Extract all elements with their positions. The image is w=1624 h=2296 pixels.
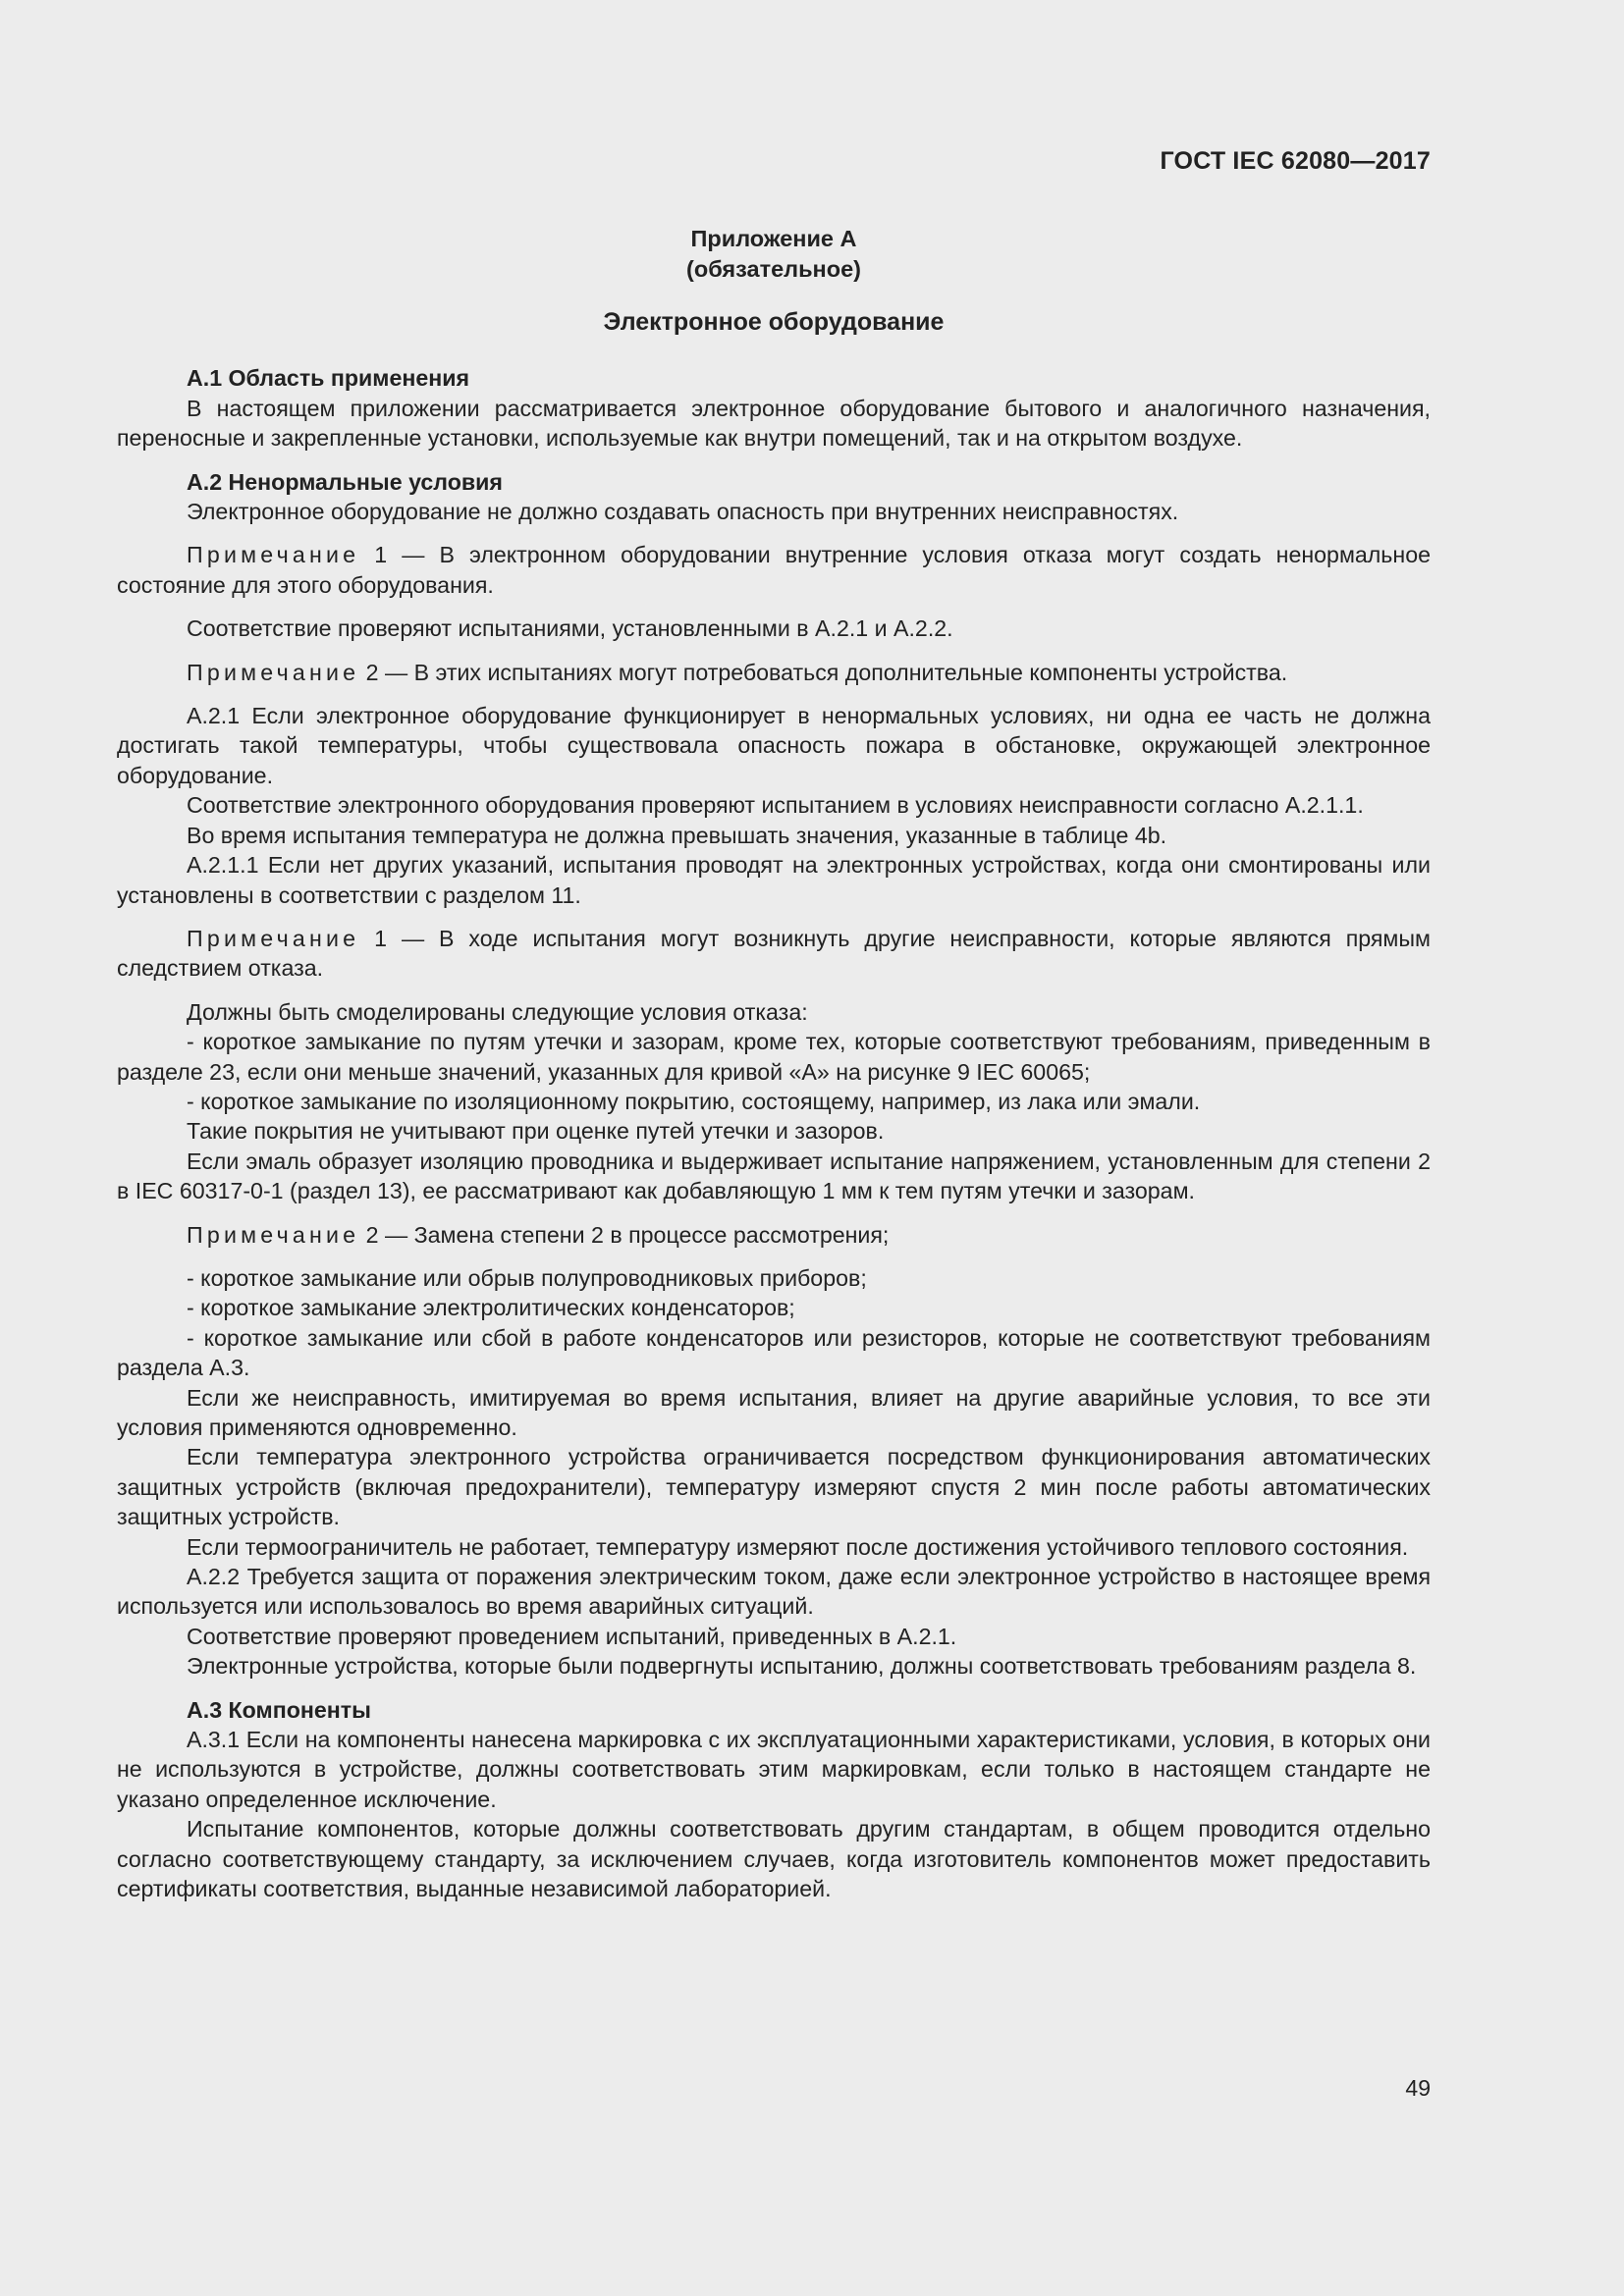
page-content (117, 224, 1431, 1904)
paragraph: Должны быть смоделированы следующие условия отказа: (187, 998, 808, 1025)
list-item: - короткое замыкание по путям утечки и зазорам, кроме тех, которые соответствуют требованиям, приведенным в разделе 23, если они меньше значений, указанных для кривой «А» на рисунке 9 IEC 60065; (117, 1029, 1431, 1085)
note-text: 1 — В электронном оборудовании внутренние условия отказа могут создать ненормальное состояние для этого оборудования. (117, 542, 1431, 598)
paragraph: В настоящем приложении рассматривается электронное оборудование бытового и аналогичного назначения, переносные и закрепленные установки, используемые как внутри помещений, так и на открытом воздухе. (117, 395, 1431, 452)
note-text: 1 — В ходе испытания могут возникнуть другие неисправности, которые являются прямым следствием отказа. (117, 925, 1431, 982)
paragraph: Если температура электронного устройства ограничивается посредством функционирования автоматических защитных устройств (включая предохранители), температуру измеряют спустя 2 мин после работы автоматических защитных устройств. (117, 1444, 1431, 1530)
paragraph: Такие покрытия не учитывают при оценке путей утечки и зазоров. (187, 1118, 885, 1145)
paragraph: Электронные устройства, которые были подвергнуты испытанию, должны соответствовать требованиям раздела 8. (187, 1653, 1417, 1680)
section-heading-a1: А.1 Область применения (187, 365, 470, 392)
list-item: - короткое замыкание электролитических конденсаторов; (187, 1295, 795, 1321)
paragraph: Если термоограничитель не работает, температуру измеряют после достижения устойчивого теплового состояния. (187, 1533, 1409, 1560)
paragraph: Во время испытания температура не должна превышать значения, указанные в таблице 4b. (187, 822, 1167, 848)
annex-status: (обязательное) (686, 256, 861, 282)
paragraph: Испытание компонентов, которые должны соответствовать другим стандартам, в общем проводится отдельно согласно соответствующему стандарту, за исключением случаев, когда изготовитель компонентов может предоставить сертификаты соответствия, выданные независимой лабораторией. (117, 1816, 1431, 1902)
section-heading-a2: А.2 Ненормальные условия (187, 468, 503, 495)
note-text: 2 — В этих испытаниях могут потребоваться дополнительные компоненты устройства. (359, 659, 1288, 685)
note-paragraph (117, 658, 1431, 687)
clause-a2-1-1: А.2.1.1 Если нет других указаний, испытания проводят на электронных устройствах, когда они смонтированы или установлены в соответствии с разделом 11. (117, 852, 1431, 908)
note-label: Примечание (187, 925, 360, 951)
list-item: - короткое замыкание или обрыв полупроводниковых приборов; (187, 1264, 867, 1291)
clause-a3-1: А.3.1 Если на компоненты нанесена маркировка с их эксплуатационными характеристиками, условия, в которых они не используются в устройстве, должны соответствовать этим маркировкам, если только в настоящем стандарте не указано определенное исключение. (117, 1727, 1431, 1812)
paragraph: Если эмаль образует изоляцию проводника и выдерживает испытание напряжением, установленным для степени 2 в IEC 60317-0-1 (раздел 13), ее рассматривают как добавляющую 1 мм к тем путям утечки и зазорам. (117, 1148, 1431, 1204)
note-text: 2 — Замена степени 2 в процессе рассмотрения; (359, 1221, 890, 1248)
paragraph: Соответствие проверяют проведением испытаний, приведенных в А.2.1. (187, 1623, 957, 1649)
note-paragraph (117, 1220, 1431, 1250)
note-label: Примечание (187, 659, 360, 685)
paragraph: Электронное оборудование не должно создавать опасность при внутренних неисправностях. (187, 499, 1179, 525)
annex-label: Приложение А (690, 226, 857, 251)
clause-a2-2: А.2.2 Требуется защита от поражения электрическим током, даже если электронное устройство в настоящее время используется или использовалось во время аварийных ситуаций. (117, 1564, 1431, 1620)
note-paragraph (117, 540, 1431, 600)
note-label: Примечание (187, 1221, 360, 1248)
paragraph: Соответствие проверяют испытаниями, установленными в А.2.1 и А.2.2. (187, 615, 953, 642)
page-number: 49 (1405, 2075, 1431, 2101)
list-item: - короткое замыкание или сбой в работе конденсаторов или резисторов, которые не соответствуют требованиям раздела А.3. (117, 1324, 1431, 1381)
standard-code: ГОСТ IEC 62080—2017 (1160, 147, 1431, 175)
paragraph: Соответствие электронного оборудования проверяют испытанием в условиях неисправности согласно А.2.1.1. (187, 792, 1364, 819)
note-label: Примечание (187, 542, 360, 568)
list-item: - короткое замыкание по изоляционному покрытию, состоящему, например, из лака или эмали. (187, 1088, 1201, 1114)
clause-a2-1: А.2.1 Если электронное оборудование функционирует в ненормальных условиях, ни одна ее часть не должна достигать такой температуры, чтобы существовала опасность пожара в обстановке, окружающей электронное оборудование. (117, 703, 1431, 788)
note-paragraph (117, 924, 1431, 984)
section-heading-a3: А.3 Компоненты (187, 1696, 371, 1723)
paragraph: Если же неисправность, имитируемая во время испытания, влияет на другие аварийные условия, то все эти условия применяются одновременно. (117, 1384, 1431, 1440)
annex-title: Электронное оборудование (603, 308, 945, 336)
